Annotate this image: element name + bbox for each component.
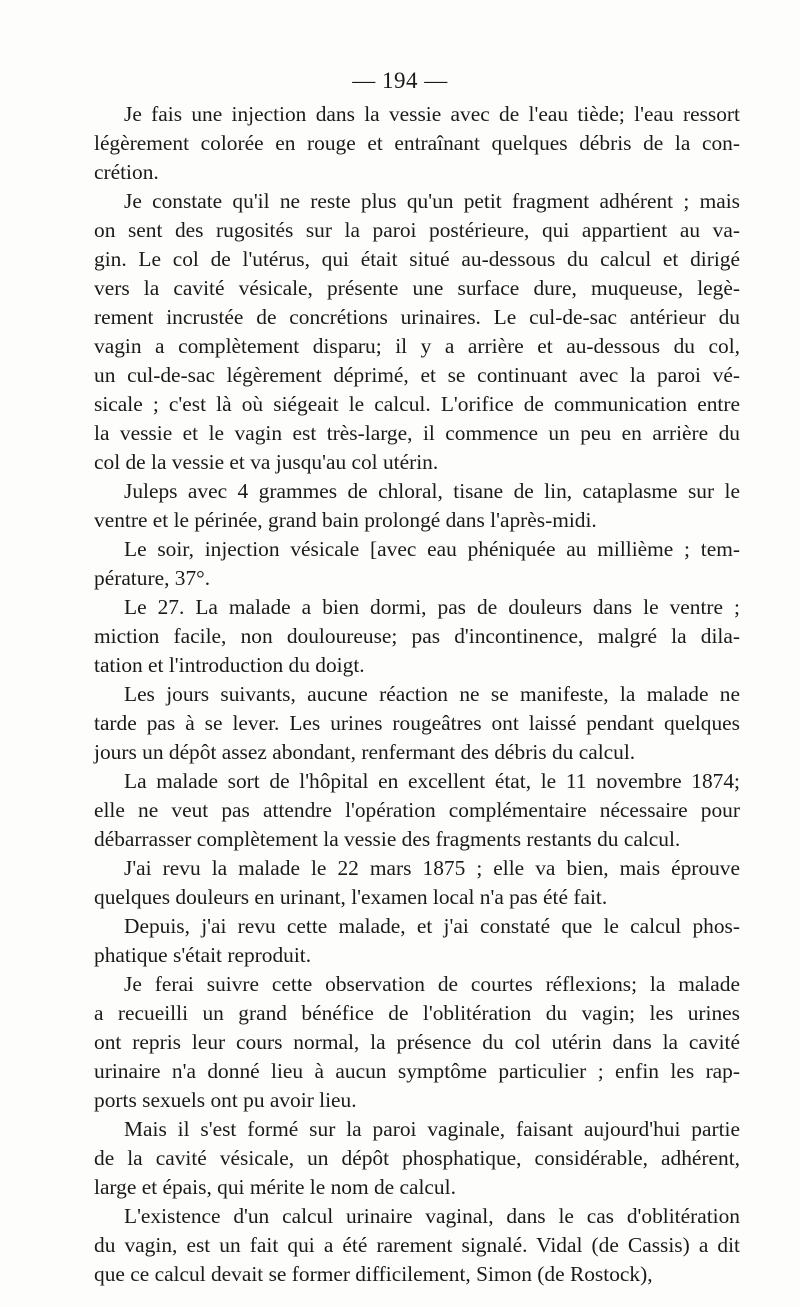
text-line: Mais il s'est formé sur la paroi vaginale, faisant aujourd'hui partie [124,1117,740,1141]
text-line: gin. Le col de l'utérus, qui était situé au-dessous du calcul et dirigé [94,247,740,271]
paragraph [94,970,740,1115]
text-line: rement incrustée de concrétions urinaires. Le cul-de-sac antérieur du [94,305,740,329]
text-line: Les jours suivants, aucune réaction ne se manifeste, la malade ne [124,682,740,706]
text-line: de la cavité vésicale, un dépôt phosphatique, considérable, adhérent, [94,1146,740,1170]
text-line: vers la cavité vésicale, présente une surface dure, muqueuse, legè- [94,276,740,300]
text-line: que ce calcul devait se former difficilement, Simon (de Rostock), [94,1262,653,1286]
text-line: col de la vessie et va jusqu'au col utérin. [94,450,439,474]
text-line: elle ne veut pas attendre l'opération complémentaire nécessaire pour [94,798,740,822]
text-line: miction facile, non douloureuse; pas d'incontinence, malgré la dila- [94,624,740,648]
text-line: a recueilli un grand bénéfice de l'oblitération du vagin; les urines [94,1001,740,1025]
text-line: sicale ; c'est là où siégeait le calcul. L'orifice de communication entre [94,392,740,416]
text-line: ventre et le périnée, grand bain prolongé dans l'après-midi. [94,508,597,532]
paragraph [94,535,740,593]
paragraph [94,767,740,854]
text-line: légèrement colorée en rouge et entraînant quelques débris de la con- [94,131,740,155]
paragraph [94,680,740,767]
page-number: — 194 — [352,68,448,93]
text-line: La malade sort de l'hôpital en excellent état, le 11 novembre 1874; [124,769,740,793]
paragraph [94,477,740,535]
text-line: ports sexuels ont pu avoir lieu. [94,1088,357,1112]
text-line: tation et l'introduction du doigt. [94,653,365,677]
text-line: Je constate qu'il ne reste plus qu'un petit fragment adhérent ; mais [124,189,740,213]
paragraph [94,187,740,477]
text-line: crétion. [94,160,159,184]
text-line: un cul-de-sac légèrement déprimé, et se continuant avec la paroi vé- [94,363,740,387]
text-line: J'ai revu la malade le 22 mars 1875 ; elle va bien, mais éprouve [124,856,740,880]
text-line: quelques douleurs en urinant, l'examen local n'a pas été fait. [94,885,608,909]
text-line: la vessie et le vagin est très-large, il commence un peu en arrière du [94,421,740,445]
paragraph [94,912,740,970]
text-line: Juleps avec 4 grammes de chloral, tisane de lin, cataplasme sur le [124,479,740,503]
paragraph [94,1202,740,1289]
text-line: du vagin, est un fait qui a été rarement signalé. Vidal (de Cassis) a dit [94,1233,740,1257]
paragraph [94,100,740,187]
text-line: vagin a complètement disparu; il y a arrière et au-dessous du col, [94,334,740,358]
text-line: Le soir, injection vésicale [avec eau phéniquée au millième ; tem- [124,537,740,561]
text-line: Le 27. La malade a bien dormi, pas de douleurs dans le ventre ; [124,595,740,619]
text-line: pérature, 37°. [94,566,211,590]
text-line: Je ferai suivre cette observation de courtes réflexions; la malade [124,972,740,996]
paragraph [94,593,740,680]
body-text [94,100,740,1289]
text-line: Depuis, j'ai revu cette malade, et j'ai constaté que le calcul phos- [124,914,740,938]
text-line: urinaire n'a donné lieu à aucun symptôme particulier ; enfin les rap- [94,1059,740,1083]
text-line: débarrasser complètement la vessie des fragments restants du calcul. [94,827,681,851]
paragraph [94,1115,740,1202]
text-line: L'existence d'un calcul urinaire vaginal, dans le cas d'oblitération [124,1204,740,1228]
text-line: large et épais, qui mérite le nom de calcul. [94,1175,456,1199]
text-line: jours un dépôt assez abondant, renfermant des débris du calcul. [94,740,636,764]
paragraph [94,854,740,912]
text-line: tarde pas à se lever. Les urines rougeâtres ont laissé pendant quelques [94,711,740,735]
text-line: on sent des rugosités sur la paroi postérieure, qui appartient au va- [94,218,740,242]
text-line: phatique s'était reproduit. [94,943,312,967]
text-line: Je fais une injection dans la vessie avec de l'eau tiède; l'eau ressort [124,102,740,126]
text-line: ont repris leur cours normal, la présence du col utérin dans la cavité [94,1030,740,1054]
